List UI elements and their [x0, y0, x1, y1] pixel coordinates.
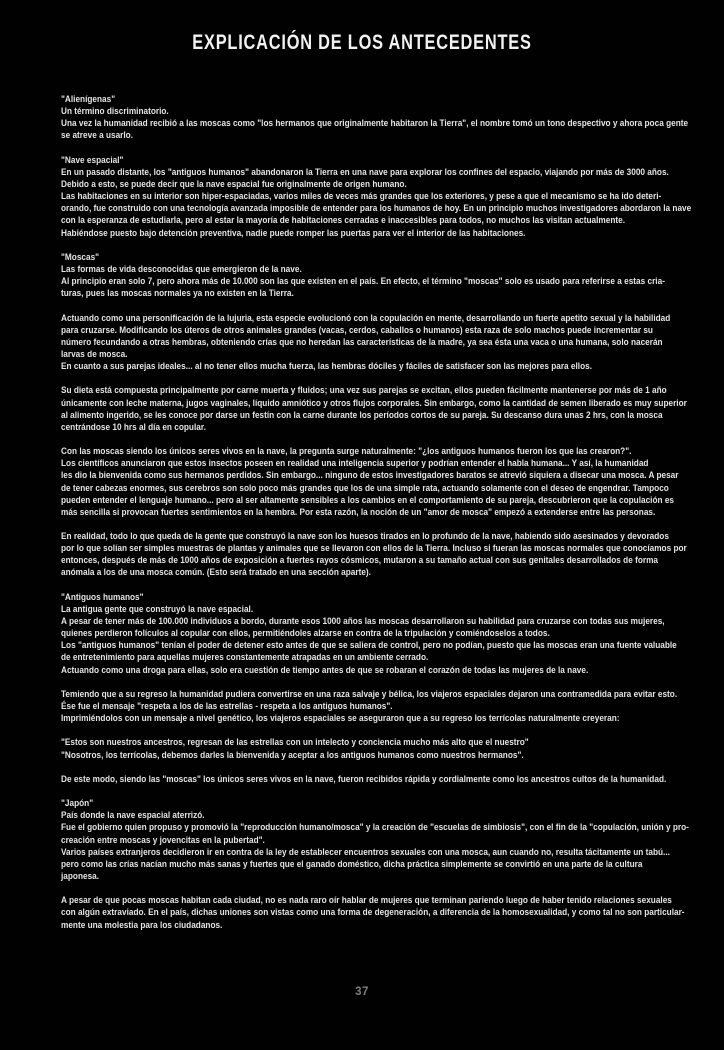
text-line: orando, fue construido con una tecnología avanzada imposible de entender para los humanos de hoy. En un principio muchos investigadores abordaron la nave — [61, 203, 692, 215]
text-line: Actuando como una personificación de la lujuria, esta especie evolucionó con la copulación en mente, desarrollando un fuerte apetito sexual y la habilidad — [61, 312, 671, 324]
text-line: turas, pues las moscas normales ya no existen en la Tierra. — [61, 288, 294, 300]
text-line: se atreve a usarlo. — [61, 130, 134, 142]
text-line: centrándose 10 hrs al día en copular. — [61, 421, 206, 433]
text-line: Actuando como una droga para ellas, solo era cuestión de tiempo antes de que se robaran el corazón de todas las mujeres de la nave. — [61, 664, 589, 676]
text-line: Las formas de vida desconocidas que emergieron de la nave. — [61, 263, 302, 275]
text-line: pueden entender el lenguaje humano... pero al ser altamente sensibles a los cambios en el comportamiento de su pareja, descubrieron que la copulación es — [61, 494, 675, 506]
text-line: De este modo, siendo las "moscas" los únicos seres vivos en la nave, fueron recibidos rápida y cordialmente como los ancestros cultos de la humanidad. — [61, 773, 667, 785]
paragraph — [61, 313, 721, 374]
body-text — [61, 94, 721, 944]
text-line: por lo que solían ser simples muestras de plantas y animales que se llevaron con ellos de la Tierra. Incluso si fueran las moscas normales que conocíamos por — [61, 543, 687, 555]
text-line: japonesa. — [61, 871, 100, 882]
paragraph — [61, 774, 721, 786]
text-line: quienes perdieron folículos al copular con ellos, permitiéndoles alzarse en contra de la tripulación y comiéndoselos a todos. — [61, 628, 550, 640]
text-line: Varios países extranjeros decidieron ir en contra de la ley de establecer encuentros sexuales con una mosca, aun cuando no, resulta tácitamente un tabú... — [61, 846, 670, 858]
text-line: Debido a esto, se puede decir que la nave espacial fue originalmente de origen humano. — [61, 178, 407, 190]
paragraph — [61, 592, 721, 677]
paragraph — [61, 895, 721, 931]
text-line: "Estos son nuestros ancestros, regresan de las estrellas con un intelecto y conciencia mucho más alto que el nuestro" — [61, 737, 529, 749]
text-line: creación entre moscas y jovencitas en la pubertad". — [61, 834, 265, 846]
text-line: para cruzarse. Modificando los úteros de otros animales grandes (vacas, cerdos, caballos o humanos) esta raza de solo machos puede incrementar su — [61, 324, 653, 336]
text-line: Una vez la humanidad recibió a las moscas como "los hermanos que originalmente habitaron la Tierra", el nombre tomó un tono despectivo y ahora poca gente — [61, 118, 689, 130]
text-line: con la esperanza de estudiarla, pero al estar la mayoría de habitaciones cerradas e inaccesibles para todos, no muchos las visitan actualmente. — [61, 215, 626, 227]
text-line: de entretenimiento para aquellas mujeres constantemente atrapadas en un ambiente cerrado. — [61, 652, 429, 664]
text-line: larvas de mosca. — [61, 348, 128, 360]
text-line: únicamente con leche materna, jugos vaginales, líquido amniótico y otros flujos corporales. Sin embargo, como la cantidad de semen liberado es muy superior — [61, 397, 687, 409]
text-line: A pesar de que pocas moscas habitan cada ciudad, no es nada raro oír hablar de mujeres que terminan pariendo luego de haber tenido relaciones sexuales — [61, 895, 672, 907]
text-line: con algún extraviado. En el país, dichas uniones son vistas como una forma de degeneración, a diferencia de la homosexualidad, y como tal no son particular- — [61, 907, 685, 919]
text-line: En realidad, todo lo que queda de la gente que construyó la nave son los huesos tirados en lo profundo de la nave, habiendo sido asesinados y devorados — [61, 531, 669, 543]
text-line: Al principio eran solo 7, pero ahora más de 10.000 son las que existen en el país. En efecto, el término "moscas" solo es usado para referirse a estas cria- — [61, 276, 665, 288]
paragraph — [61, 798, 721, 883]
text-line: número fecundando a otras hembras, obteniendo crías que no heredan las características de la madre, ya sea ésta una vaca o una humana, solo nacerán — [61, 336, 663, 348]
text-line: En cuanto a sus parejas ideales... al no tener ellos mucha fuerza, las hembras dóciles y fáciles de satisfacer son las mejores para ellos. — [61, 361, 593, 373]
paragraph — [61, 94, 721, 143]
text-line: Con las moscas siendo los únicos seres vivos en la nave, la pregunta surge naturalmente: "¿los antiguos humanos fueron los que las crearon?". — [61, 446, 632, 458]
paragraph — [61, 385, 721, 434]
paragraph — [61, 531, 721, 580]
text-line: mente una molestia para los ciudadanos. — [61, 919, 223, 931]
text-line: les dio la bienvenida como sus hermanos perdidos. Sin embargo... ninguno de estos investigadores baratos se atrevió siquiera a disecar una mosca. A pesar — [61, 470, 679, 482]
text-line: "Nosotros, los terrícolas, debemos darles la bienvenida y aceptar a los antiguos humanos como nuestros hermanos". — [61, 749, 524, 761]
text-line: Los científicos anunciaron que estos insectos poseen en realidad una inteligencia superior y podrían entender el habla humana... Y así, la humanidad — [61, 458, 649, 470]
text-line: Fue el gobierno quien propuso y promovió la "reproducción humano/mosca" y la creación de "escuelas de simbiosis", con el fin de la "copulación, unión y pro- — [61, 822, 689, 834]
text-line: "Japón" — [61, 798, 94, 810]
paragraph — [61, 446, 721, 519]
text-line: En un pasado distante, los "antiguos humanos" abandonaron la Tierra en una nave para explorar los confines del espacio, viajando por más de 3000 años. — [61, 166, 669, 178]
text-line: anómala a los de una mosca común. (Esto será tratado en una sección aparte). — [61, 567, 371, 579]
text-line: País donde la nave espacial aterrizó. — [61, 810, 205, 822]
text-line: Temiendo que a su regreso la humanidad pudiera convertirse en una raza salvaje y bélica, los viajeros espaciales dejaron una contramedida para evitar esto. — [61, 688, 678, 700]
text-line: pero como las crías nacían mucho más sanas y fuertes que el ganado doméstico, dicha práctica simplemente se convirtió en una parte de la cultura — [61, 858, 643, 870]
text-line: más sencilla si provocan fuertes sentimientos en la hembra. Por esta razón, la noción de un "amor de mosca" empezó a extenderse entre las personas. — [61, 506, 656, 518]
paragraph — [61, 737, 721, 761]
page-title: EXPLICACIÓN DE LOS ANTECEDENTES — [192, 31, 532, 54]
text-line: "Moscas" — [61, 251, 100, 263]
text-line: Imprimiéndolos con un mensaje a nivel genético, los viajeros espaciales se aseguraron que a su regreso los terrícolas naturalmente creyeran: — [61, 713, 620, 725]
text-line: Las habitaciones en su interior son hiper-espaciadas, varios miles de veces más grandes que los exteriores, y pese a que el mecanismo se ha ido deteri- — [61, 191, 662, 203]
text-line: de tener cabezas enormes, sus cerebros son solo poco más grandes que los de una simple rata, actuando solamente con el deseo de engendrar. Tampoco — [61, 482, 669, 494]
text-line: Habiéndose puesto bajo detención preventiva, nadie puede romper las puertas para ver el interior de las habitaciones. — [61, 227, 526, 239]
text-line: entonces, después de más de 1000 años de exposición a fuertes rayos cósmicos, mutaron a su tamaño actual con sus genitales desarrollados de forma — [61, 555, 659, 567]
text-line: "Nave espacial" — [61, 154, 124, 166]
page-number: 37 — [355, 986, 369, 998]
text-line: al alimento ingerido, se les conoce por darse un festín con la carne durante los períodos cortos de su pareja. Su descanso dura unas 2 hrs, con la mosca — [61, 409, 663, 421]
text-line: La antigua gente que construyó la nave espacial. — [61, 603, 254, 615]
text-line: Ése fue el mensaje "respeta a los de las estrellas - respeta a los antiguos humanos". — [61, 701, 393, 713]
text-line: Su dieta está compuesta principalmente por carne muerta y fluidos; una vez sus parejas se excitan, ellos pueden fácilmente mantenerse por más de 1 año — [61, 385, 667, 397]
paragraph — [61, 689, 721, 725]
text-line: A pesar de tener más de 100.000 individuos a bordo, durante esos 1000 años las moscas desarrollaron su habilidad para cruzarse con todas sus mujeres, — [61, 616, 665, 628]
text-line: "Antiguos humanos" — [61, 591, 144, 603]
paragraph — [61, 252, 721, 301]
paragraph — [61, 155, 721, 240]
text-line: Los "antiguos humanos" tenían el poder de detener esto antes de que se saliera de control, pero no podían, puesto que las moscas eran una fuente valuable — [61, 640, 677, 652]
text-line: "Alienígenas" — [61, 94, 116, 105]
text-line: Un término discriminatorio. — [61, 106, 169, 118]
